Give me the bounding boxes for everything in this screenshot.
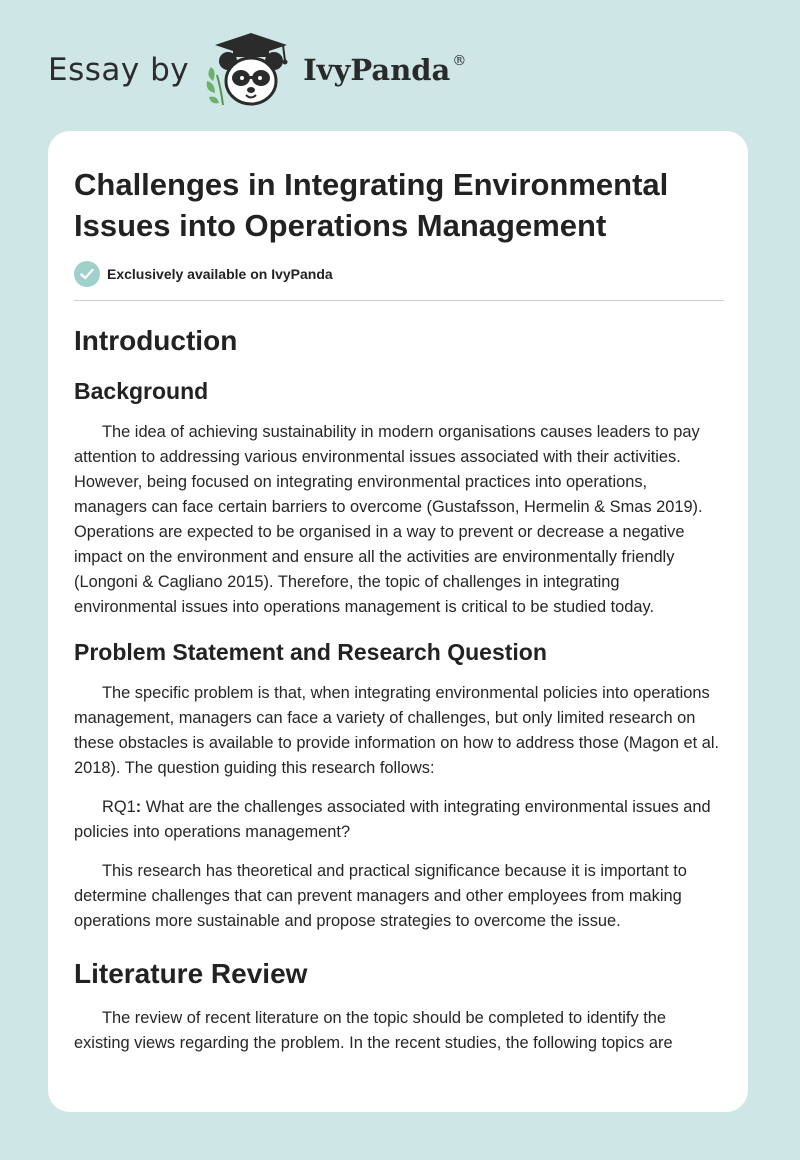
checkmark-icon — [74, 261, 100, 287]
paragraph-literature: The review of recent literature on the topic should be completed to identify the existing views regarding the problem. In the recent studies, the following topics are — [74, 1009, 673, 1052]
paragraph-research-question: RQ1: What are the challenges associated with integrating environmental issues and policies into operations management? — [74, 798, 711, 841]
essay-content — [74, 164, 724, 1056]
heading-problem-statement: Problem Statement and Research Question — [74, 639, 547, 665]
exclusive-badge — [74, 261, 724, 287]
brand-prefix: Essay by — [48, 52, 190, 88]
paragraph-problem: The specific problem is that, when integrating environmental policies into operations management, managers can face a variety of challenges, but only limited research on these obstacles is available to provide information on how to address those (Magon et al. 2018). The question guiding this research follows: — [74, 684, 720, 777]
heading-literature-review: Literature Review — [74, 958, 308, 989]
exclusive-label: Exclusively available on IvyPanda — [107, 266, 333, 282]
essay-card — [48, 131, 748, 1112]
divider — [74, 300, 724, 301]
brand-header — [48, 30, 466, 110]
rq-text: What are the challenges associated with integrating environmental issues and policies into operations management? — [74, 798, 711, 841]
brand-name[interactable]: IvyPanda ® — [303, 53, 467, 87]
heading-background: Background — [74, 378, 209, 404]
paragraph-significance: This research has theoretical and practical significance because it is important to determine challenges that can prevent managers and other employees from making operations more sustainable and propose strategies to overcome the issue. — [74, 862, 687, 930]
paragraph-background: The idea of achieving sustainability in modern organisations causes leaders to pay attention to addressing various environmental issues associated with their activities. However, being focused on integrating environmental practices into operations, managers can face certain barriers to overcome (Gustafsson, Hermelin & Smas 2019). Operations are expected to be organised in a way to prevent or decrease a negative impact on the environment and ensure all the activities are environmentally friendly (Longoni & Cagliano 2015). Therefore, the topic of challenges in integrating environmental issues into operations management is critical to be studied today. — [74, 423, 703, 616]
page-title: Challenges in Integrating Environmental Issues into Operations Management — [74, 167, 669, 243]
rq-label: RQ1 — [102, 798, 136, 816]
heading-introduction: Introduction — [74, 325, 238, 356]
panda-logo-icon[interactable] — [203, 31, 299, 109]
